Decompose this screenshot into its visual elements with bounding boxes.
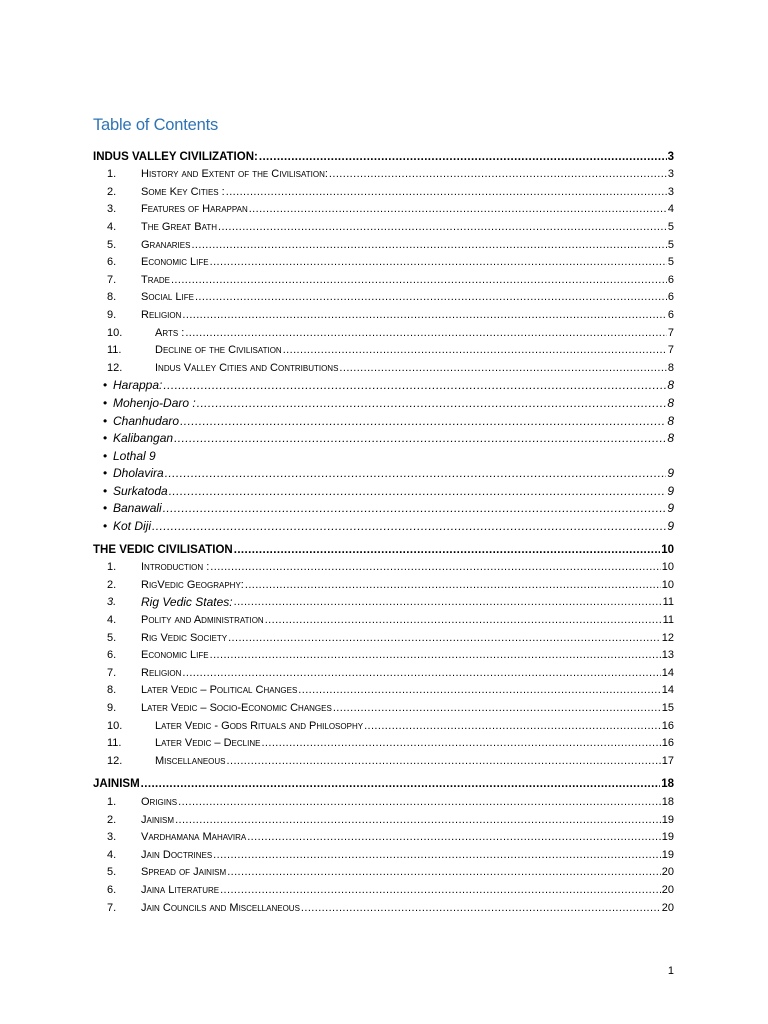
item-number: 9.: [107, 308, 117, 321]
leader-dots: [210, 560, 660, 574]
bullet-page: 8: [667, 395, 674, 410]
bullet-icon: •: [103, 395, 108, 410]
leader-dots: [174, 431, 666, 445]
leader-dots: [301, 901, 661, 915]
leader-dots: [329, 167, 667, 181]
item-page: 6: [667, 308, 674, 321]
item-page: 16: [661, 719, 674, 732]
toc-item[interactable]: [93, 844, 674, 862]
item-label: Jainism: [141, 813, 175, 826]
item-label: Arts :: [155, 326, 185, 339]
toc-bullet-item[interactable]: [93, 515, 674, 533]
toc-item[interactable]: [93, 680, 674, 698]
item-label: Polity and Administration: [141, 614, 264, 627]
toc-section-indus-valley[interactable]: [93, 146, 674, 164]
item-label: Religion: [141, 308, 182, 321]
item-label: Jain Doctrines: [141, 848, 213, 861]
bullet-label: Surkatoda: [113, 483, 168, 498]
item-label: Later Vedic – Socio-Economic Changes: [141, 702, 332, 714]
toc-item[interactable]: [93, 697, 674, 715]
item-label: Miscellaneous: [155, 754, 226, 767]
bullet-label: Banawali: [113, 501, 162, 516]
bullet-page: 9: [667, 501, 674, 516]
section-page: 3: [667, 150, 674, 163]
toc-item[interactable]: [93, 199, 674, 217]
toc-item[interactable]: [93, 897, 674, 915]
item-label: Features of Harappan: [141, 203, 248, 216]
item-number: 3.: [107, 203, 117, 216]
item-number: 11.: [107, 737, 122, 750]
toc-title: Table of Contents: [93, 116, 219, 134]
toc-item[interactable]: [93, 287, 674, 305]
item-page: 11: [662, 614, 674, 627]
toc-bullet-item[interactable]: [93, 498, 674, 516]
leader-dots: [182, 666, 660, 680]
toc-item[interactable]: [93, 269, 674, 287]
table-of-contents: [93, 146, 674, 915]
item-page: 10: [661, 578, 674, 591]
toc-item[interactable]: [93, 252, 674, 270]
item-page: 11: [662, 596, 674, 609]
toc-bullet-item[interactable]: [93, 445, 674, 463]
section-title: THE VEDIC CIVILISATION: [93, 543, 233, 556]
item-number: 2.: [107, 813, 117, 826]
item-number: 8.: [107, 684, 117, 697]
item-page: 16: [661, 737, 674, 750]
section-page: 18: [661, 778, 674, 791]
item-page: 5: [667, 256, 674, 269]
item-page: 5: [667, 238, 674, 251]
bullet-label: Kalibangan: [113, 431, 174, 446]
item-number: 4.: [107, 220, 117, 233]
item-label: RigVedic Geography:: [141, 578, 244, 591]
item-page: 20: [661, 901, 674, 914]
toc-bullet-item[interactable]: [93, 410, 674, 428]
item-number: 10.: [107, 719, 123, 732]
toc-item[interactable]: [93, 827, 674, 845]
leader-dots: [261, 736, 660, 750]
section-page: 10: [661, 543, 674, 556]
toc-item[interactable]: [93, 557, 674, 575]
item-label: Decline of the Civilisation: [155, 344, 282, 357]
leader-dots: [227, 865, 661, 879]
leader-dots: [163, 501, 667, 515]
item-page: 3: [667, 185, 674, 198]
item-number: 6.: [107, 256, 117, 269]
page-number: 1: [667, 965, 674, 977]
item-label: Later Vedic – Political Changes: [141, 684, 298, 697]
item-number: 10.: [107, 326, 123, 339]
item-label: The Great Bath: [141, 220, 217, 233]
toc-bullet-item[interactable]: [93, 428, 674, 446]
item-label: Social Life: [141, 291, 194, 304]
item-page: 7: [667, 344, 674, 357]
toc-item[interactable]: [93, 879, 674, 897]
item-number: 2.: [107, 185, 117, 198]
item-page: 8: [667, 361, 674, 374]
toc-item[interactable]: [93, 733, 674, 751]
leader-dots: [283, 343, 667, 357]
item-label: History and Extent of the Civilisation:: [141, 168, 328, 181]
toc-item[interactable]: [93, 304, 674, 322]
leader-dots: [213, 848, 661, 862]
toc-item[interactable]: [93, 750, 674, 768]
toc-bullet-item[interactable]: [93, 480, 674, 498]
toc-item[interactable]: [93, 322, 674, 340]
leader-dots: [152, 519, 666, 533]
toc-item[interactable]: [93, 357, 674, 375]
item-page: 6: [667, 291, 674, 304]
toc-item[interactable]: [93, 216, 674, 234]
toc-item[interactable]: [93, 809, 674, 827]
item-page: 18: [661, 795, 674, 808]
toc-item[interactable]: [93, 645, 674, 663]
item-number: 12.: [107, 361, 123, 374]
toc-section-jainism[interactable]: [93, 774, 674, 792]
item-label: Trade: [141, 273, 170, 286]
leader-dots: [259, 150, 667, 164]
bullet-page: 8: [667, 378, 674, 393]
item-number: 7.: [107, 666, 117, 679]
section-title: INDUS VALLEY CIVILIZATION:: [93, 150, 258, 163]
item-number: 9.: [107, 702, 117, 714]
bullet-icon: •: [103, 483, 108, 498]
leader-dots: [227, 754, 661, 768]
item-page: 14: [661, 666, 674, 679]
item-label: Economic Life: [141, 649, 209, 662]
leader-dots: [210, 648, 661, 662]
item-label: Rig Vedic States:: [141, 595, 233, 610]
bullet-icon: •: [103, 378, 108, 393]
item-label: Indus Valley Cities and Contributions: [155, 361, 339, 374]
leader-dots: [178, 795, 661, 809]
bullet-label: Harappa:: [113, 378, 163, 393]
item-label: Jain Councils and Miscellaneous: [141, 901, 300, 914]
toc-item[interactable]: [93, 791, 674, 809]
item-page: 19: [661, 831, 674, 844]
item-number: 6.: [107, 649, 117, 662]
item-number: 6.: [107, 883, 117, 896]
toc-bullet-item[interactable]: [93, 463, 674, 481]
leader-dots: [169, 484, 667, 498]
toc-item[interactable]: [93, 627, 674, 645]
leader-dots: [197, 396, 667, 410]
item-page: 19: [661, 848, 674, 861]
item-number: 4.: [107, 848, 117, 861]
item-page: 13: [661, 649, 674, 662]
leader-dots: [220, 883, 661, 897]
toc-item[interactable]: [93, 609, 674, 627]
leader-dots: [245, 578, 661, 592]
item-label: Religion: [141, 666, 182, 679]
toc-bullet-item[interactable]: [93, 375, 674, 393]
item-label: Economic Life: [141, 256, 209, 269]
bullet-page: 9: [667, 466, 674, 481]
toc-item[interactable]: [93, 592, 674, 610]
item-number: 3.: [107, 831, 117, 844]
bullet-page: 9: [667, 519, 674, 534]
leader-dots: [175, 813, 661, 827]
leader-dots: [165, 466, 667, 480]
bullet-label: Dholavira: [113, 466, 164, 481]
leader-dots: [210, 255, 667, 269]
bullet-label: Mohenjo-Daro :: [113, 395, 196, 410]
leader-dots: [182, 308, 666, 322]
bullet-icon: •: [103, 413, 108, 428]
item-number: 8.: [107, 291, 117, 304]
leader-dots: [364, 719, 661, 733]
leader-dots: [234, 543, 660, 557]
item-label: Origins: [141, 795, 178, 808]
item-page: 10: [661, 561, 674, 574]
item-label: Rig Vedic Society: [141, 631, 228, 644]
bullet-icon: •: [103, 501, 108, 516]
item-page: 3: [667, 168, 674, 181]
item-number: 2.: [107, 578, 117, 591]
bullet-page: 8: [667, 431, 674, 446]
leader-dots: [163, 378, 666, 392]
item-number: 5.: [107, 866, 117, 879]
item-label: Introduction :: [141, 561, 210, 574]
item-label: Granaries: [141, 238, 191, 251]
toc-bullet-item[interactable]: [93, 392, 674, 410]
leader-dots: [195, 290, 667, 304]
item-label: Jaina Literature: [141, 883, 220, 896]
toc-item[interactable]: [93, 574, 674, 592]
item-number: 11.: [107, 344, 122, 357]
bullet-label: Chanhudaro: [113, 413, 180, 428]
item-number: 1.: [107, 795, 117, 808]
toc-item[interactable]: [93, 340, 674, 358]
section-title: JAINISM: [93, 778, 140, 791]
item-number: 12.: [107, 754, 123, 767]
item-number: 1.: [107, 561, 117, 574]
bullet-label: Lothal 9: [113, 448, 156, 463]
toc-item[interactable]: [93, 715, 674, 733]
leader-dots: [339, 361, 666, 375]
leader-dots: [185, 326, 667, 340]
leader-dots: [228, 631, 661, 645]
leader-dots: [171, 273, 667, 287]
item-page: 20: [661, 866, 674, 879]
item-page: 14: [661, 684, 674, 697]
item-number: 7.: [107, 901, 117, 914]
leader-dots: [234, 595, 662, 609]
item-number: 1.: [107, 168, 117, 181]
bullet-icon: •: [103, 448, 108, 463]
item-label: Later Vedic - Gods Rituals and Philosophy: [155, 719, 364, 732]
bullet-icon: •: [103, 431, 108, 446]
leader-dots: [226, 185, 667, 199]
bullet-icon: •: [103, 466, 108, 481]
leader-dots: [247, 830, 661, 844]
item-page: 5: [667, 220, 674, 233]
toc-item[interactable]: [93, 862, 674, 880]
toc-item[interactable]: [93, 234, 674, 252]
bullet-label: Kot Diji: [113, 519, 152, 534]
item-page: 6: [667, 273, 674, 286]
item-label: Vardhamana Mahavira: [141, 831, 247, 844]
leader-dots: [265, 613, 662, 627]
item-label: Spread of Jainism: [141, 866, 227, 879]
item-number: 4.: [107, 614, 117, 627]
leader-dots: [298, 683, 660, 697]
item-page: 20: [661, 883, 674, 896]
bullet-icon: •: [103, 519, 108, 534]
leader-dots: [249, 202, 667, 216]
item-page: 7: [667, 326, 674, 339]
leader-dots: [141, 777, 661, 791]
item-label: Some Key Cities :: [141, 185, 225, 198]
leader-dots: [333, 701, 661, 715]
item-number: 5.: [107, 238, 117, 251]
bullet-page: 8: [667, 413, 674, 428]
toc-section-vedic-civilisation[interactable]: [93, 539, 674, 557]
leader-dots: [180, 414, 666, 428]
toc-item[interactable]: [93, 181, 674, 199]
leader-dots: [218, 220, 667, 234]
item-page: 19: [661, 813, 674, 826]
toc-item[interactable]: [93, 662, 674, 680]
item-page: 15: [661, 702, 674, 714]
item-number: 7.: [107, 273, 117, 286]
item-page: 17: [661, 754, 674, 767]
item-number: 5.: [107, 631, 117, 644]
leader-dots: [191, 238, 666, 252]
item-label: Later Vedic – Decline: [155, 737, 261, 750]
item-page: 4: [667, 203, 674, 216]
item-page: 12: [661, 631, 674, 644]
bullet-page: 9: [667, 483, 674, 498]
toc-item[interactable]: [93, 164, 674, 182]
item-number: 3.: [107, 596, 117, 609]
